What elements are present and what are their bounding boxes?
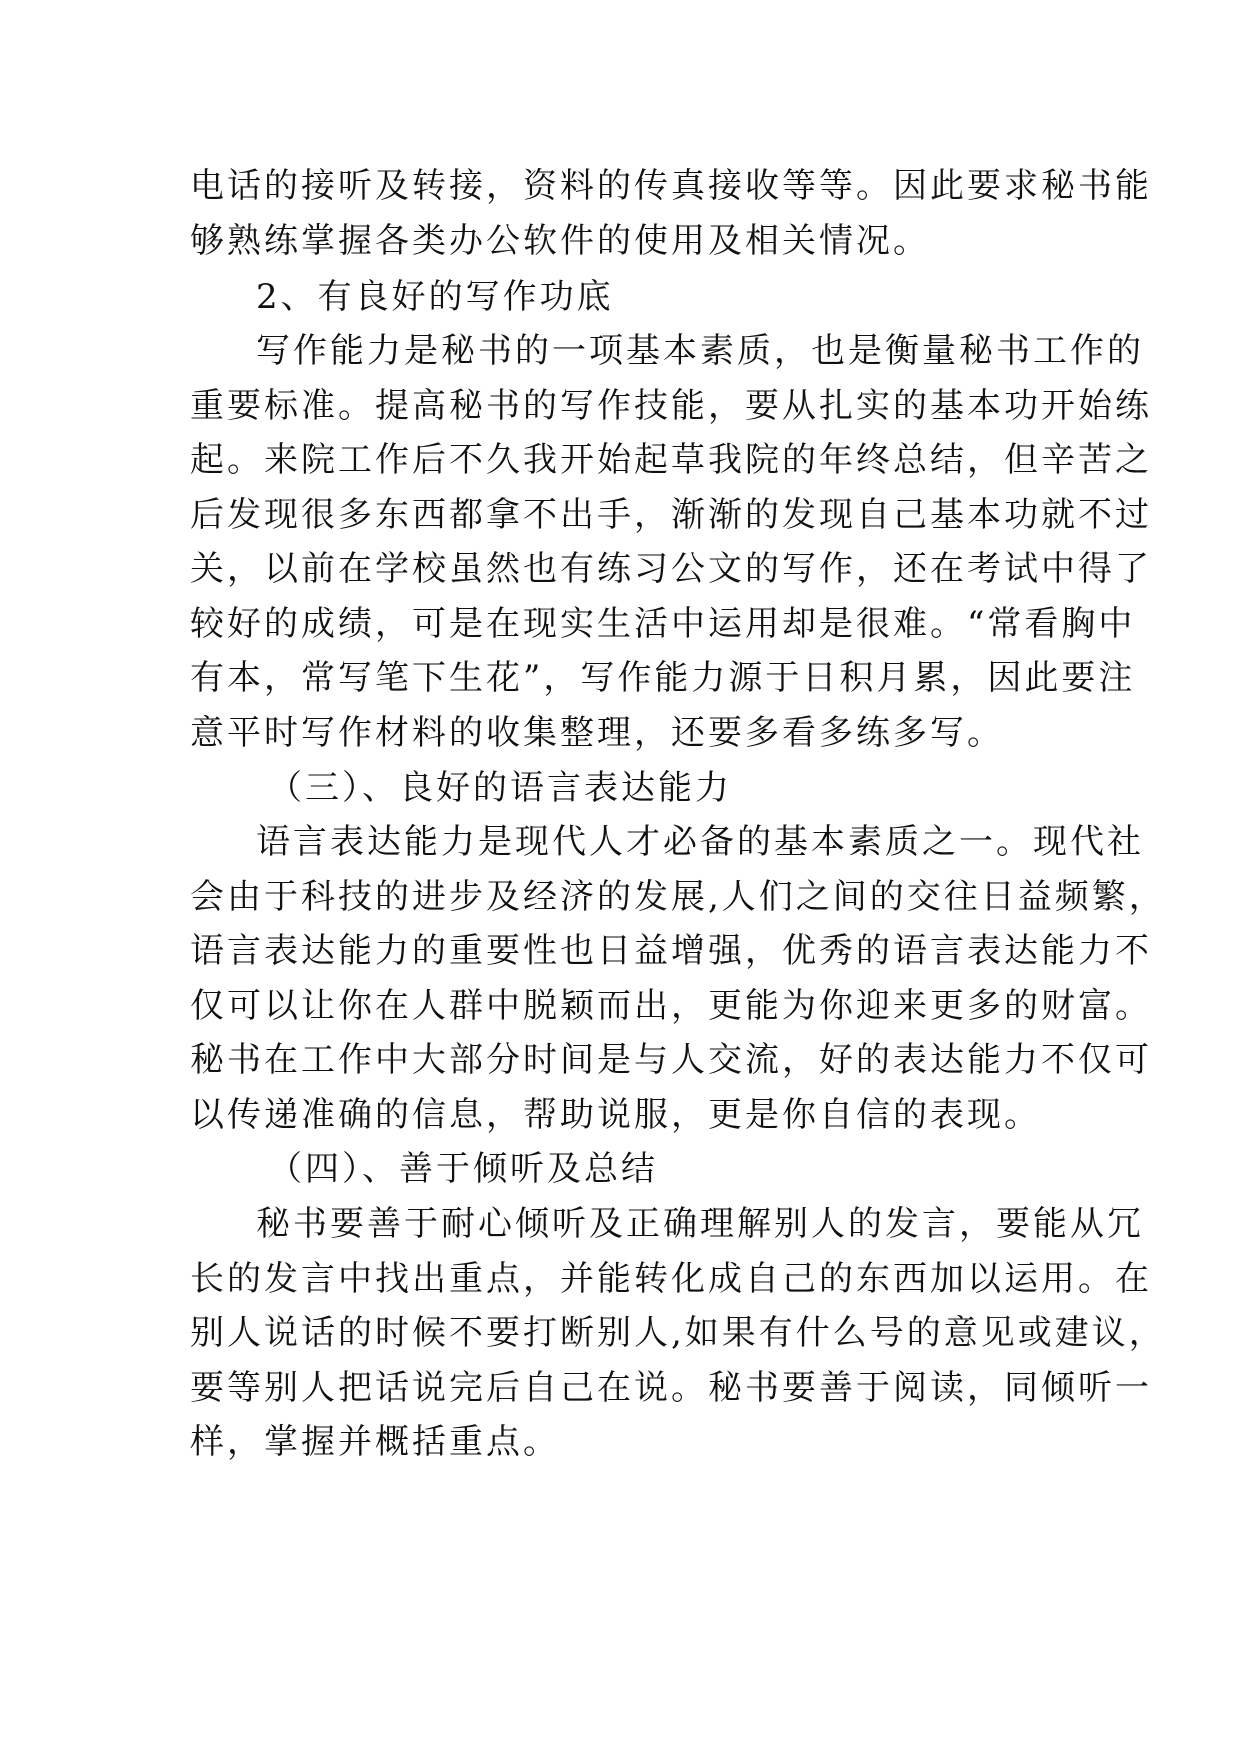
section-heading: 2、有良好的写作功底 — [256, 277, 614, 317]
text-line: 意平时写作材料的收集整理，还要多看多练多写。 — [190, 713, 1004, 753]
text-line: 较好的成绩，可是在现实生活中运用却是很难。“常看胸中 — [190, 604, 1136, 644]
text-line: 电话的接听及转接，资料的传真接收等等。因此要求秘书能 — [190, 166, 1152, 206]
text-line: 关，以前在学校虽然也有练习公文的写作，还在考试中得了 — [190, 549, 1152, 589]
text-line: 重要标准。提高秘书的写作技能，要从扎实的基本功开始练 — [190, 386, 1152, 426]
section-heading: （三）、良好的语言表达能力 — [268, 768, 732, 808]
text-line: 以传递准确的信息，帮助说服，更是你自信的表现。 — [190, 1095, 1041, 1135]
text-line: 有本，常写笔下生花”，写作能力源于日积月累，因此要注 — [190, 658, 1136, 698]
text-line: 够熟练掌握各类办公软件的使用及相关情况。 — [190, 221, 930, 261]
text-line: 会由于科技的进步及经济的发展,人们之间的交往日益频繁， — [190, 877, 1166, 917]
section-heading: （四）、善于倾听及总结 — [268, 1149, 658, 1189]
text-line: 秘书要善于耐心倾听及正确理解别人的发言，要能从冗 — [256, 1204, 1144, 1244]
text-line: 起。来院工作后不久我开始起草我院的年终总结，但辛苦之 — [190, 440, 1152, 480]
text-line: 仅可以让你在人群中脱颖而出，更能为你迎来更多的财富。 — [190, 986, 1152, 1026]
text-line: 样，掌握并概括重点。 — [190, 1422, 560, 1462]
text-line: 别人说话的时候不要打断别人,如果有什么号的意见或建议， — [190, 1313, 1166, 1353]
text-line: 秘书在工作中大部分时间是与人交流，好的表达能力不仅可 — [190, 1040, 1152, 1080]
text-line: 语言表达能力的重要性也日益增强，优秀的语言表达能力不 — [190, 931, 1152, 971]
text-line: 后发现很多东西都拿不出手，渐渐的发现自己基本功就不过 — [190, 495, 1152, 535]
text-line: 语言表达能力是现代人才必备的基本素质之一。现代社 — [256, 822, 1144, 862]
text-line: 长的发言中找出重点，并能转化成自己的东西加以运用。在 — [190, 1259, 1152, 1299]
text-line: 要等别人把话说完后自己在说。秘书要善于阅读，同倾听一 — [190, 1368, 1152, 1408]
text-line: 写作能力是秘书的一项基本素质，也是衡量秘书工作的 — [256, 331, 1144, 371]
